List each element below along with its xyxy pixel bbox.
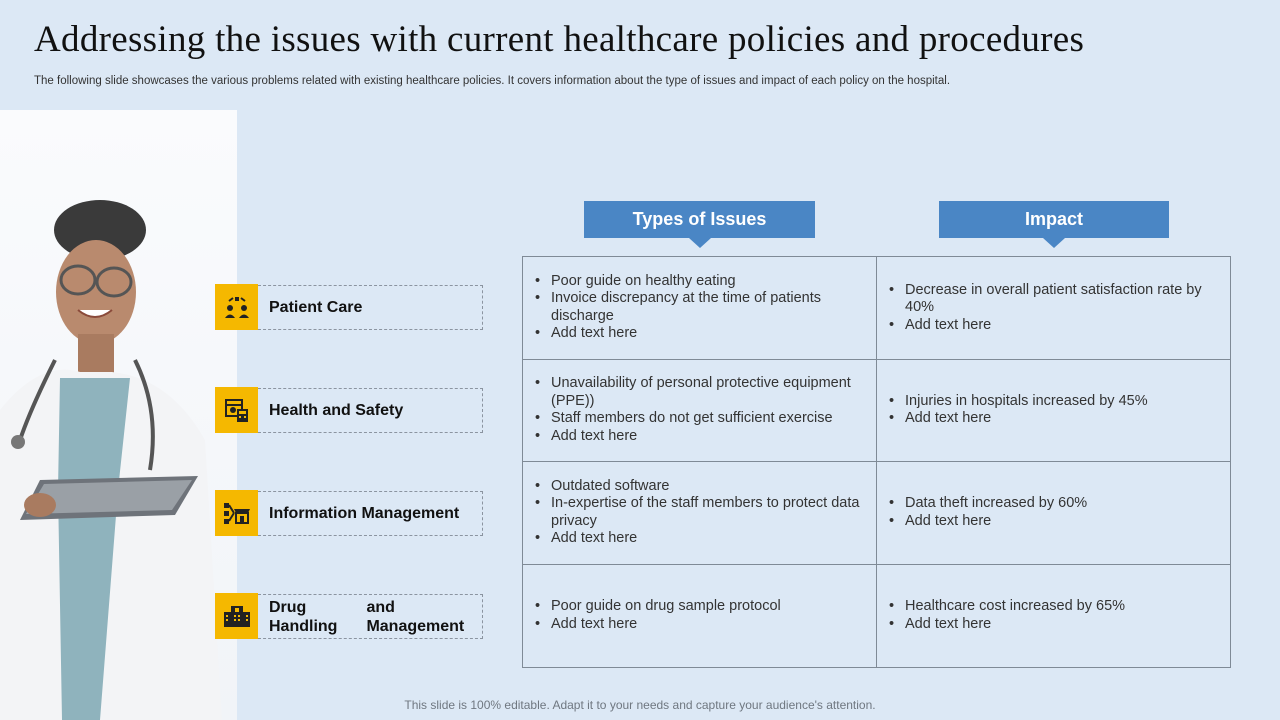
category-drug-handling [215,593,483,639]
list-item: • Add text here [887,616,1125,634]
issues-cell [523,360,877,463]
doctor-photo [0,110,237,720]
category-label: Information Management [258,491,483,536]
category-label-line: Drug Handling [269,598,338,635]
list-item: • Invoice discrepancy at the time of patients discharge [533,290,862,325]
list-item: • Add text here [887,317,1216,335]
list-item: • In-expertise of the staff members to protect data privacy [533,495,862,530]
list-item: • Add text here [533,530,862,548]
network-store-icon [215,490,258,536]
category-patient-care [215,284,483,330]
list-item: • Outdated software [533,478,862,496]
category-label-line: and Management [366,598,465,635]
impact-cell [877,360,1230,463]
impact-cell [877,257,1230,360]
slide-title: Addressing the issues with current healthcare policies and procedures [34,19,1085,60]
header-types-of-issues: Types of Issues [584,201,815,238]
impact-cell [877,565,1230,668]
list-item: • Injuries in hospitals increased by 45% [887,393,1148,411]
calendar-calculator-icon [215,387,258,433]
list-item: • Staff members do not get sufficient exercise [533,410,862,428]
list-item: • Add text here [533,325,862,343]
hospital-building-icon [215,593,258,639]
list-item: • Poor guide on drug sample protocol [533,598,781,616]
patient-care-icon [215,284,258,330]
list-item: • Add text here [533,616,781,634]
list-item: • Poor guide on healthy eating [533,273,862,291]
list-item: • Data theft increased by 60% [887,495,1087,513]
slide-subtitle: The following slide showcases the various problems related with existing healthcare policies. It covers information about the type of issues and impact of each policy on the hospital. [34,75,951,87]
list-item: • Add text here [887,513,1087,531]
category-label: Patient Care [258,285,483,330]
footer-note: This slide is 100% editable. Adapt it to your needs and capture your audience's attention. [404,698,876,712]
list-item: • Unavailability of personal protective equipment (PPE)) [533,375,862,410]
list-item: • Add text here [533,428,862,446]
list-item: • Decrease in overall patient satisfaction rate by 40% [887,282,1216,317]
category-label: Health and Safety [258,388,483,433]
issues-cell [523,565,877,668]
header-impact: Impact [939,201,1169,238]
issues-cell [523,462,877,565]
issues-cell [523,257,877,360]
list-item: • Healthcare cost increased by 65% [887,598,1125,616]
category-health-safety [215,387,483,433]
category-label [258,594,483,639]
issues-impact-table [522,256,1231,668]
category-information-management [215,490,483,536]
impact-cell [877,462,1230,565]
list-item: • Add text here [887,410,1148,428]
